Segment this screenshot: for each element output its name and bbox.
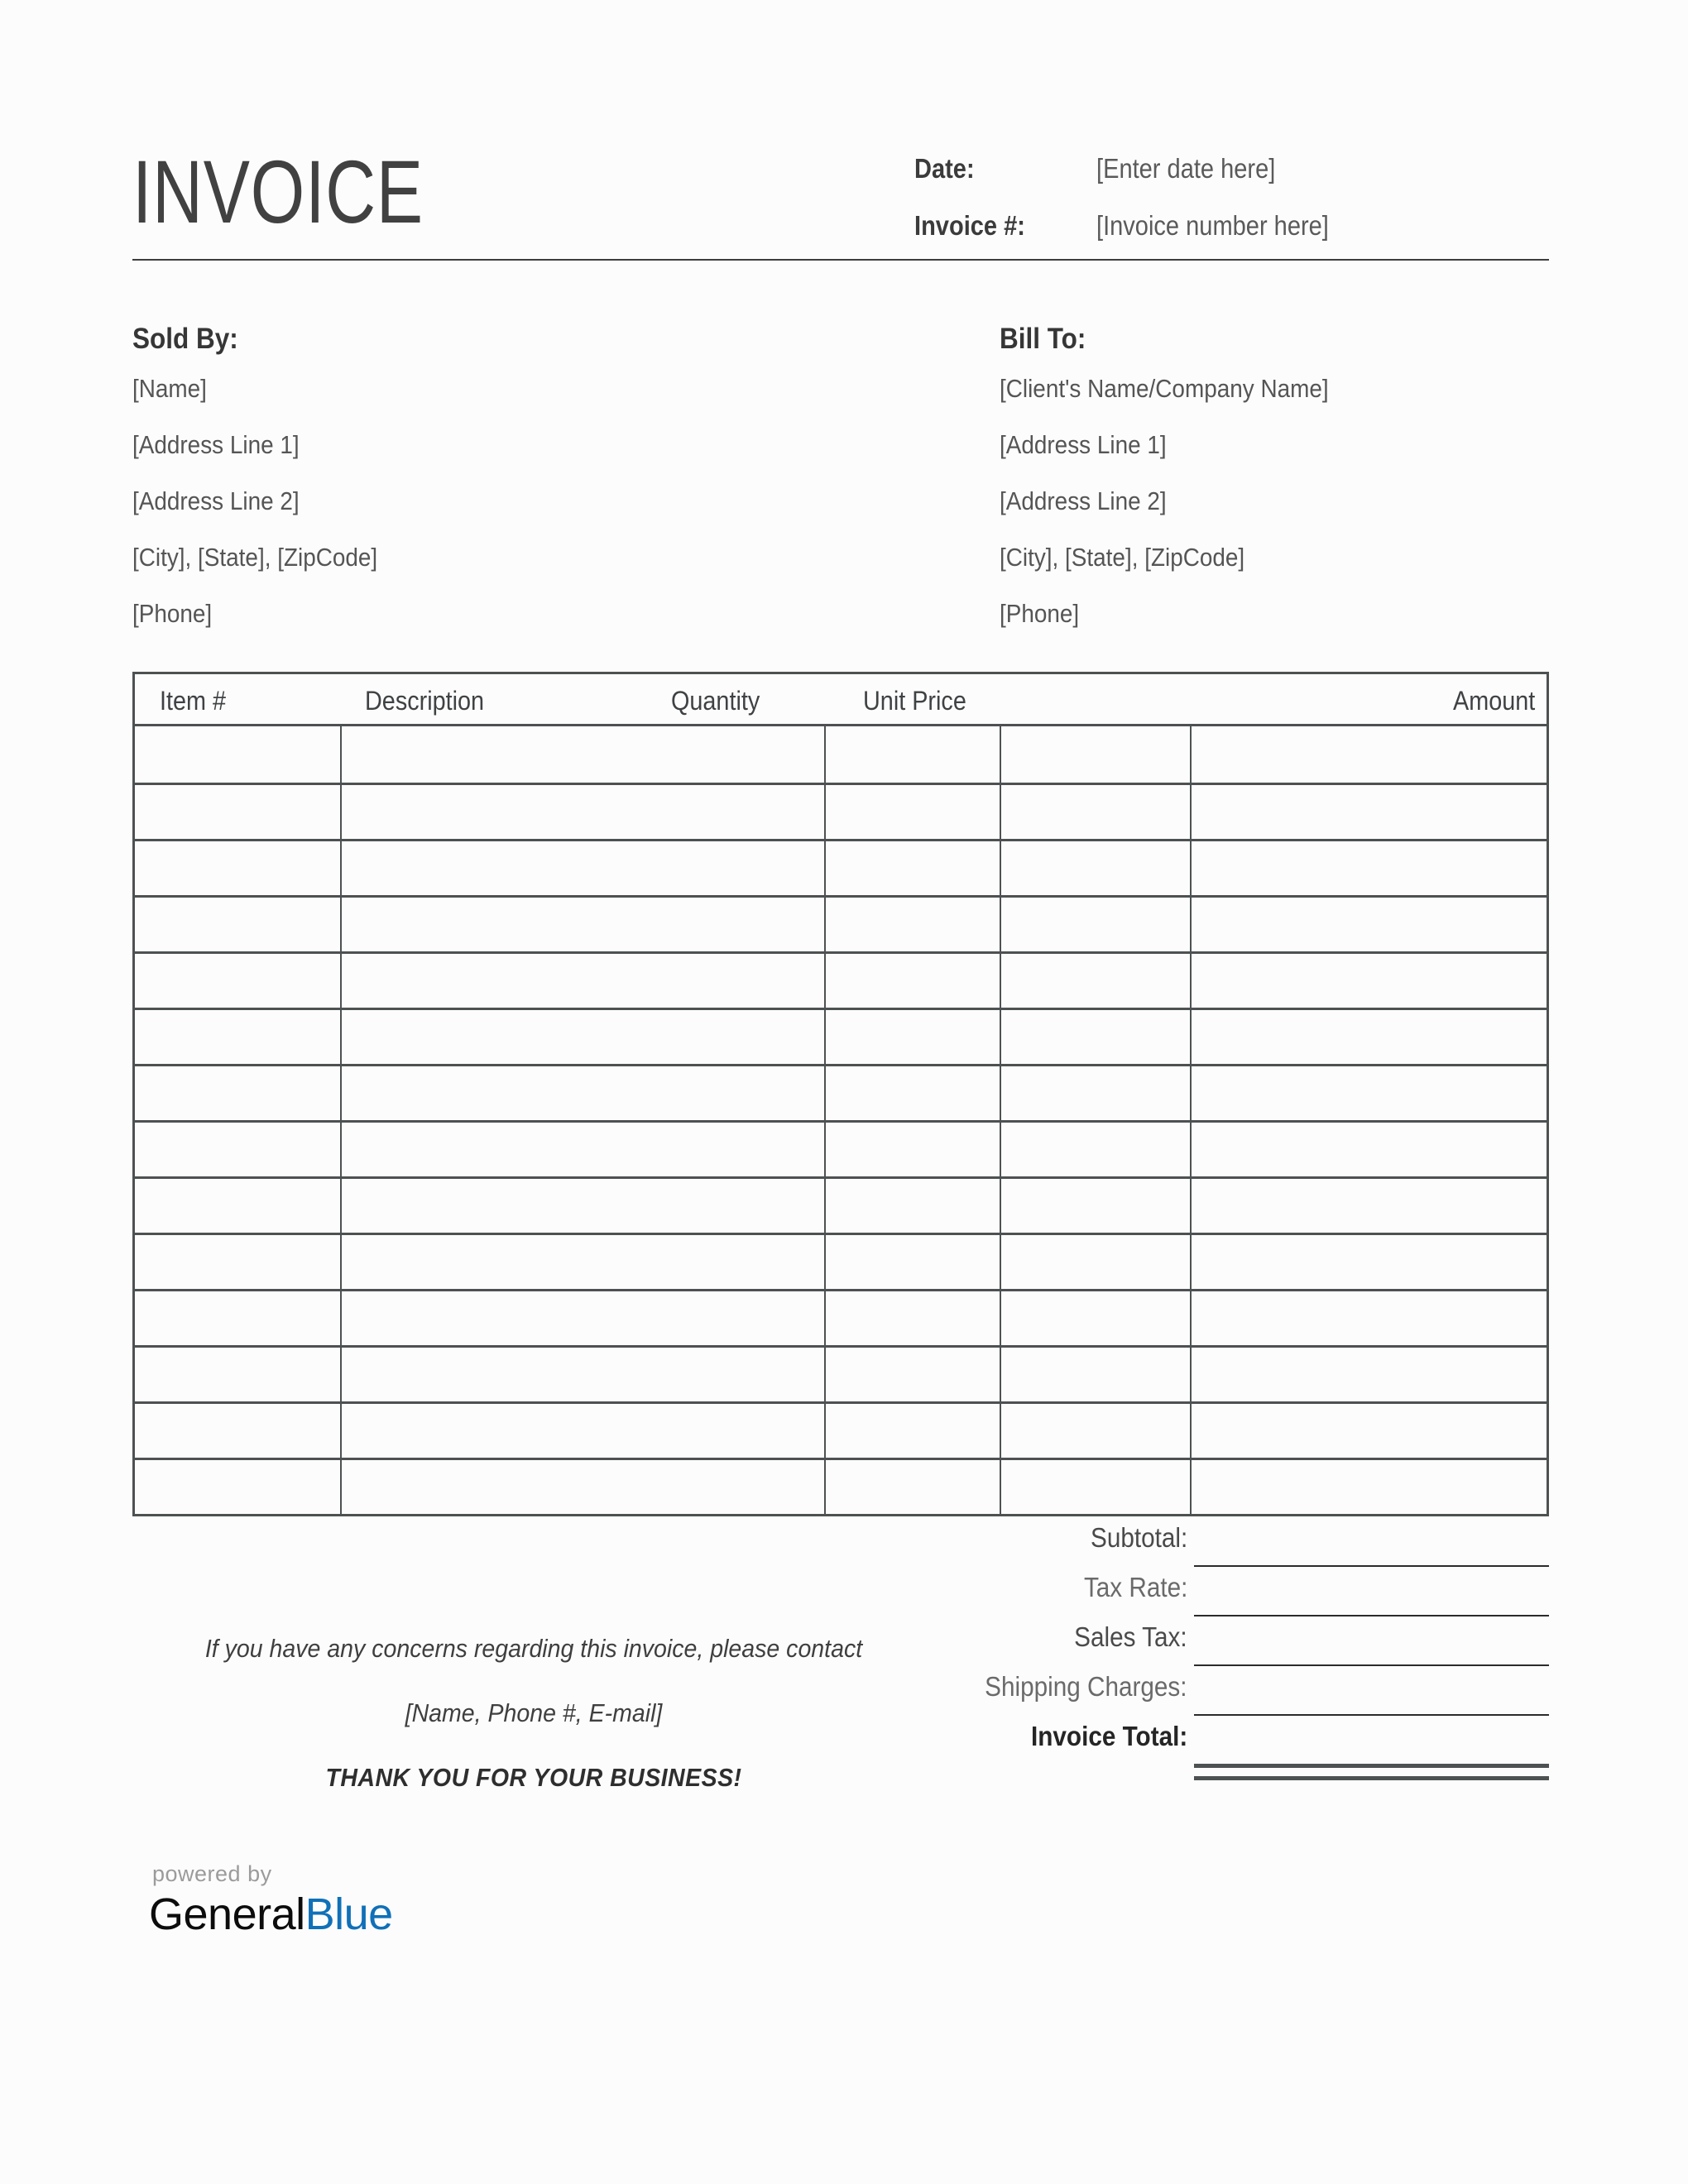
cell-unit-price[interactable] — [1001, 1010, 1192, 1064]
subtotal-label: Subtotal: — [1090, 1522, 1187, 1553]
table-row[interactable] — [135, 1233, 1547, 1289]
table-row[interactable] — [135, 1458, 1547, 1514]
cell-description[interactable] — [342, 1291, 826, 1345]
sold-by-line[interactable]: [Address Line 2] — [132, 486, 300, 515]
cell-unit-price[interactable] — [1001, 1123, 1192, 1176]
cell-description[interactable] — [342, 726, 826, 783]
sales-tax-value-field[interactable] — [1194, 1664, 1549, 1666]
table-row[interactable] — [135, 1008, 1547, 1064]
cell-description[interactable] — [342, 898, 826, 951]
line-items-header-row — [132, 672, 1549, 726]
cell-amount[interactable] — [1192, 1179, 1547, 1233]
cell-unit-price[interactable] — [1001, 1404, 1192, 1458]
cell-amount[interactable] — [1192, 726, 1547, 783]
thank-you-note: THANK YOU FOR YOUR BUSINESS! — [325, 1763, 742, 1792]
page-title: INVOICE — [132, 141, 424, 242]
cell-description[interactable] — [342, 1348, 826, 1401]
cell-description[interactable] — [342, 1066, 826, 1120]
cell-amount[interactable] — [1192, 1291, 1547, 1345]
contact-placeholder[interactable]: [Name, Phone #, E-mail] — [405, 1698, 663, 1727]
cell-amount[interactable] — [1192, 1123, 1547, 1176]
invoice-date-value[interactable]: [Enter date here] — [1096, 153, 1276, 184]
sold-by-line[interactable]: [Name] — [132, 374, 207, 403]
sales-tax-label: Sales Tax: — [1074, 1621, 1187, 1652]
tax-rate-row — [960, 1570, 1549, 1620]
cell-amount[interactable] — [1192, 785, 1547, 839]
cell-item-number[interactable] — [135, 1010, 342, 1064]
cell-unit-price[interactable] — [1001, 1291, 1192, 1345]
cell-unit-price[interactable] — [1001, 1348, 1192, 1401]
bill-to-line[interactable]: [Address Line 2] — [1000, 486, 1167, 515]
cell-amount[interactable] — [1192, 1066, 1547, 1120]
cell-unit-price[interactable] — [1001, 1460, 1192, 1514]
footer-notes — [132, 1634, 935, 1793]
table-row[interactable] — [135, 726, 1547, 783]
cell-quantity[interactable] — [826, 1460, 1001, 1514]
table-row[interactable] — [135, 1345, 1547, 1401]
generalblue-logo — [149, 1861, 393, 1940]
bill-to-line[interactable]: [Phone] — [1000, 599, 1080, 628]
cell-quantity[interactable] — [826, 1235, 1001, 1289]
sold-by-line[interactable]: [Phone] — [132, 599, 213, 628]
cell-item-number[interactable] — [135, 1404, 342, 1458]
invoice-number-label: Invoice #: — [914, 210, 1025, 241]
cell-amount[interactable] — [1192, 1348, 1547, 1401]
invoice-number-value[interactable]: [Invoice number here] — [1096, 210, 1329, 241]
cell-item-number[interactable] — [135, 954, 342, 1008]
line-items-body — [132, 726, 1549, 1516]
column-header-item-number: Item # — [160, 686, 227, 716]
table-row[interactable] — [135, 783, 1547, 839]
cell-description[interactable] — [342, 1404, 826, 1458]
subtotal-row — [960, 1521, 1549, 1570]
cell-description[interactable] — [342, 785, 826, 839]
table-row[interactable] — [135, 1120, 1547, 1176]
sold-by-line[interactable]: [City], [State], [ZipCode] — [132, 543, 378, 572]
cell-quantity[interactable] — [826, 841, 1001, 895]
powered-by-label: powered by — [152, 1861, 272, 1886]
cell-quantity[interactable] — [826, 954, 1001, 1008]
cell-quantity[interactable] — [826, 1010, 1001, 1064]
shipping-charges-row — [960, 1669, 1549, 1719]
bill-to-line[interactable]: [Address Line 1] — [1000, 430, 1167, 459]
cell-unit-price[interactable] — [1001, 954, 1192, 1008]
cell-item-number[interactable] — [135, 898, 342, 951]
cell-quantity[interactable] — [826, 726, 1001, 783]
line-items-table — [132, 672, 1549, 1516]
cell-item-number[interactable] — [135, 785, 342, 839]
invoice-total-label: Invoice Total: — [1030, 1721, 1187, 1751]
cell-quantity[interactable] — [826, 1348, 1001, 1401]
cell-unit-price[interactable] — [1001, 1179, 1192, 1233]
cell-quantity[interactable] — [826, 1291, 1001, 1345]
cell-amount[interactable] — [1192, 1404, 1547, 1458]
sold-by-line[interactable]: [Address Line 1] — [132, 430, 300, 459]
table-row[interactable] — [135, 895, 1547, 951]
cell-unit-price[interactable] — [1001, 898, 1192, 951]
bill-to-line[interactable]: [City], [State], [ZipCode] — [1000, 543, 1245, 572]
column-header-unit-price: Unit Price — [863, 686, 966, 716]
cell-item-number[interactable] — [135, 1179, 342, 1233]
cell-quantity[interactable] — [826, 1404, 1001, 1458]
cell-quantity[interactable] — [826, 1123, 1001, 1176]
cell-unit-price[interactable] — [1001, 841, 1192, 895]
header-divider — [132, 259, 1549, 261]
shipping-charges-value-field[interactable] — [1194, 1714, 1549, 1716]
invoice-total-row — [960, 1719, 1549, 1777]
cell-item-number[interactable] — [135, 1235, 342, 1289]
bill-to-block — [1000, 323, 1645, 655]
tax-rate-label: Tax Rate: — [1083, 1572, 1187, 1602]
cell-description[interactable] — [342, 1010, 826, 1064]
table-row[interactable] — [135, 951, 1547, 1008]
invoice-header — [132, 132, 1549, 261]
cell-amount[interactable] — [1192, 1460, 1547, 1514]
cell-description[interactable] — [342, 1235, 826, 1289]
cell-amount[interactable] — [1192, 954, 1547, 1008]
bill-to-heading: Bill To: — [1000, 323, 1086, 355]
contact-note: If you have any concerns regarding this invoice, please contact — [204, 1634, 863, 1663]
sales-tax-row — [960, 1620, 1549, 1669]
table-row[interactable] — [135, 1176, 1547, 1233]
cell-description[interactable] — [342, 1123, 826, 1176]
cell-amount[interactable] — [1192, 1235, 1547, 1289]
cell-amount[interactable] — [1192, 1010, 1547, 1064]
cell-quantity[interactable] — [826, 1179, 1001, 1233]
cell-unit-price[interactable] — [1001, 1235, 1192, 1289]
cell-item-number[interactable] — [135, 1123, 342, 1176]
totals-block — [960, 1521, 1549, 1777]
table-row[interactable] — [135, 1401, 1547, 1458]
cell-description[interactable] — [342, 1179, 826, 1233]
cell-item-number[interactable] — [135, 1066, 342, 1120]
cell-item-number[interactable] — [135, 1460, 342, 1514]
cell-description[interactable] — [342, 841, 826, 895]
sold-by-block — [132, 323, 778, 655]
cell-amount[interactable] — [1192, 898, 1547, 951]
cell-item-number[interactable] — [135, 841, 342, 895]
table-row[interactable] — [135, 1289, 1547, 1345]
cell-quantity[interactable] — [826, 1066, 1001, 1120]
cell-quantity[interactable] — [826, 785, 1001, 839]
cell-unit-price[interactable] — [1001, 1066, 1192, 1120]
cell-description[interactable] — [342, 1460, 826, 1514]
column-header-description: Description — [365, 686, 485, 716]
column-header-quantity: Quantity — [671, 686, 760, 716]
shipping-charges-label: Shipping Charges: — [985, 1671, 1187, 1702]
cell-description[interactable] — [342, 954, 826, 1008]
cell-unit-price[interactable] — [1001, 726, 1192, 783]
brand-wordmark — [149, 1889, 393, 1940]
invoice-total-value-field[interactable] — [1194, 1764, 1549, 1780]
brand-name-blue: Blue — [305, 1889, 393, 1939]
cell-unit-price[interactable] — [1001, 785, 1192, 839]
bill-to-line[interactable]: [Client's Name/Company Name] — [1000, 374, 1329, 403]
table-row[interactable] — [135, 839, 1547, 895]
table-row[interactable] — [135, 1064, 1547, 1120]
tax-rate-value-field[interactable] — [1194, 1615, 1549, 1616]
brand-name-general: General — [149, 1889, 305, 1939]
cell-item-number[interactable] — [135, 1291, 342, 1345]
invoice-date-label: Date: — [914, 153, 975, 184]
sold-by-heading: Sold By: — [132, 323, 238, 355]
cell-amount[interactable] — [1192, 841, 1547, 895]
column-header-amount: Amount — [1452, 686, 1535, 716]
cell-item-number[interactable] — [135, 1348, 342, 1401]
cell-quantity[interactable] — [826, 898, 1001, 951]
cell-item-number[interactable] — [135, 726, 342, 783]
subtotal-value-field[interactable] — [1194, 1565, 1549, 1567]
